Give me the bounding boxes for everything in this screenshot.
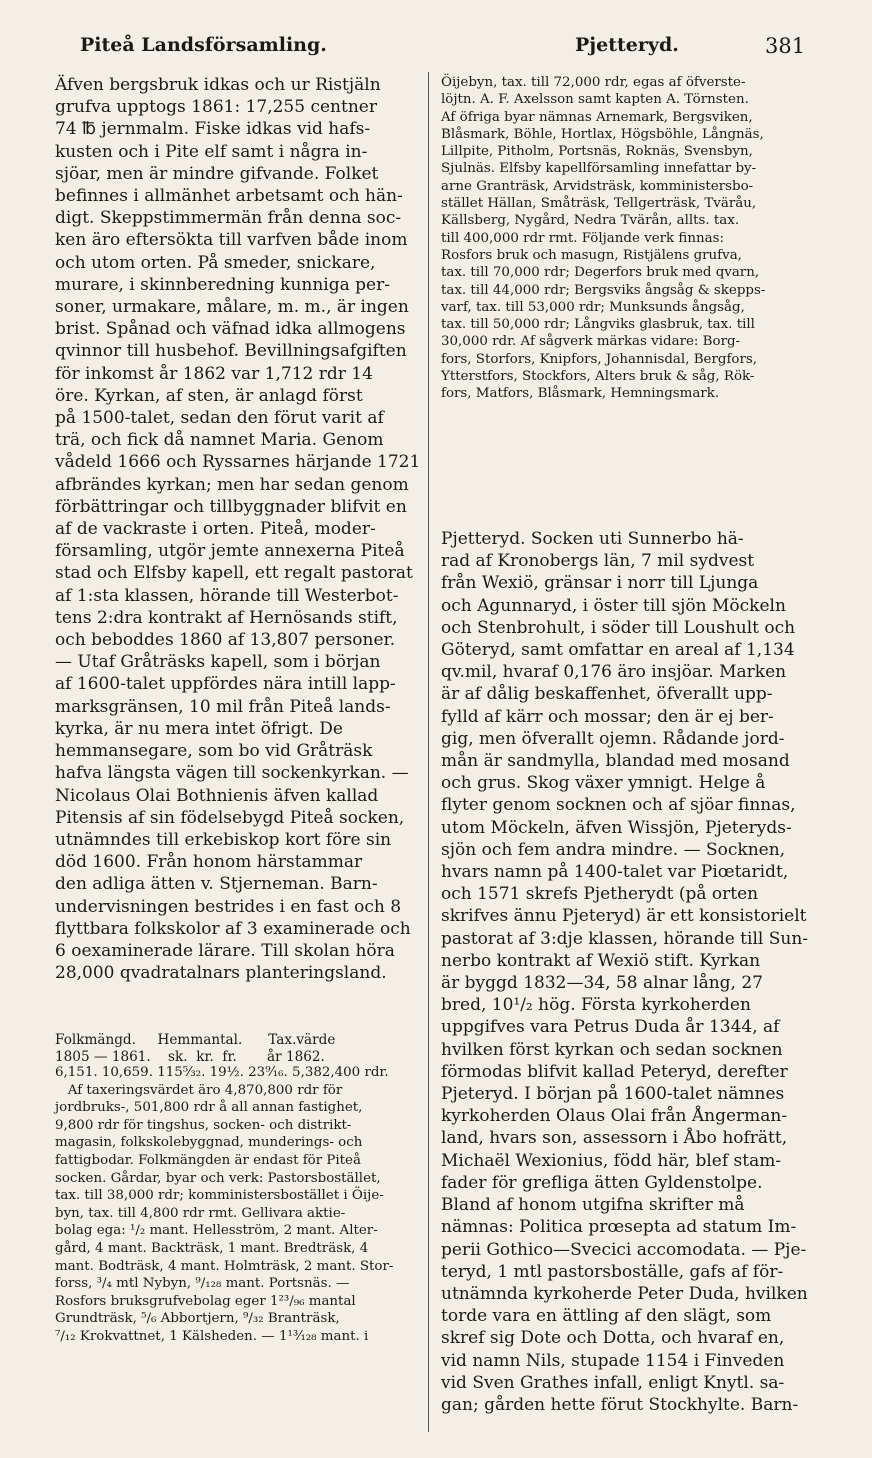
- article-line: skref sig Dote och Dotta, och hvaraf en,: [441, 1328, 785, 1349]
- article-line: Bland af honom utgifna skrifter må: [441, 1195, 745, 1216]
- article-line: Michaël Wexionius, född här, blef stam-: [441, 1150, 782, 1171]
- text-line: flyttbara folkskolor af 3 examinerade och: [55, 918, 411, 939]
- article-line: uppgifves vara Petrus Duda år 1344, af: [441, 1017, 780, 1038]
- text-line: och utom orten. På smeder, snickare,: [55, 252, 376, 273]
- stats-line: bolag ega: ¹/₂ mant. Hellesström, 2 mant. Alter-: [55, 1223, 378, 1239]
- stats-line: jordbruks-, 501,800 rdr å all annan fastighet,: [55, 1100, 363, 1116]
- stats-line: forss, ³/₄ mtl Nybyn, ⁹/₁₂₈ mant. Portsnäs. —: [55, 1276, 350, 1292]
- text-line: församling, utgör jemte annexerna Piteå: [55, 541, 405, 562]
- notes-line: Blåsmark, Böhle, Hortlax, Högsböhle, Långnäs,: [441, 126, 764, 142]
- article-line: från Wexiö, gränsar i norr till Ljunga: [441, 573, 759, 594]
- notes-line: stället Hällan, Småträsk, Tellgerträsk, Tväråu,: [441, 196, 757, 212]
- text-line: befinnes i allmänhet arbetsamt och hän-: [55, 186, 403, 207]
- statistics-header: [55, 1032, 335, 1065]
- text-line: kusten och i Pite elf samt i några in-: [55, 141, 368, 162]
- notes-line: Källsberg, Nygård, Nedra Tvärån, allts. tax.: [441, 213, 740, 229]
- article-line: qv.mil, hvaraf 0,176 äro insjöar. Marken: [441, 662, 787, 683]
- stats-header-line: 1805 — 1861. sk. kr. fr. år 1862.: [55, 1048, 325, 1065]
- notes-line: 30,000 rdr. Af sågverk märkas vidare: Borg-: [441, 334, 741, 350]
- stats-header-line: Folkmängd. Hemmantal. Tax.värde: [55, 1032, 336, 1048]
- notes-line: löjtn. A. F. Axelsson samt kapten A. Törnsten.: [441, 92, 749, 108]
- stats-line: fattigbodar. Folkmängden är endast för Piteå: [55, 1152, 361, 1168]
- article-line: utnämnda kyrkoherde Peter Duda, hvilken: [441, 1283, 808, 1304]
- article-line: skrifves ännu Pjeteryd) är ett konsistorielt: [441, 906, 807, 927]
- text-line: sjöar, men är mindre gifvande. Folket: [55, 163, 379, 184]
- notes-line: arne Granträsk, Arvidsträsk, komministersbo-: [441, 178, 754, 194]
- notes-line: varf, tax. till 53,000 rdr; Munksunds ångsåg,: [441, 299, 745, 315]
- notes-line: Sjulnäs. Elfsby kapellförsamling innefattar by-: [441, 161, 757, 177]
- statistics-text: [55, 1064, 425, 1346]
- running-header-left: Piteå Landsförsamling.: [80, 34, 327, 56]
- article-line: är af dålig beskaffenhet, öfverallt upp-: [441, 684, 773, 705]
- text-line: stad och Elfsby kapell, ett regalt pastorat: [55, 563, 413, 584]
- text-line: 6 oexaminerade lärare. Till skolan höra: [55, 940, 395, 961]
- article-line: mån är sandmylla, blandad med mosand: [441, 751, 790, 772]
- article-line: fylld af kärr och mossar; den är ej ber-: [441, 706, 774, 727]
- article-line: gig, men öfverallt ojemn. Rådande jord-: [441, 728, 785, 749]
- stats-line: socken. Gårdar, byar och verk: Pastorsbostället,: [55, 1170, 381, 1186]
- notes-line: tax. till 50,000 rdr; Långviks glasbruk, tax. till: [441, 317, 755, 333]
- article-line: sjön och fem andra mindre. — Socknen,: [441, 839, 786, 860]
- text-line: — Utaf Gråträsks kapell, som i början: [55, 652, 381, 673]
- text-line: tens 2:dra kontrakt af Hernösands stift,: [55, 607, 398, 628]
- article-line: nämnas: Politica prœsepta ad statum Im-: [441, 1217, 797, 1238]
- article-line: är byggd 1832—34, 58 alnar lång, 27: [441, 973, 763, 994]
- right-column-article: [441, 528, 833, 1416]
- right-column-notes: [441, 74, 831, 403]
- stats-line: ⁷/₁₂ Krokvattnet, 1 Kälsheden. — 1¹³⁄₁₂₈ mant. i: [55, 1328, 369, 1344]
- article-line: Pjeteryd. I början på 1600-talet nämnes: [441, 1084, 785, 1105]
- article-line: gan; gården hette förut Stockhylte. Barn-: [441, 1394, 799, 1415]
- text-line: soner, urmakare, målare, m. m., är ingen: [55, 297, 409, 318]
- article-line: land, hvars son, assessorn i Åbo hofrätt,: [441, 1128, 788, 1149]
- text-line: marksgränsen, 10 mil från Piteå lands-: [55, 696, 391, 717]
- notes-line: fors, Matfors, Blåsmark, Hemningsmark.: [441, 386, 720, 402]
- text-line: grufva upptogs 1861: 17,255 centner: [55, 97, 377, 118]
- text-line: Pitensis af sin födelsebygd Piteå socken,: [55, 807, 405, 828]
- article-line: perii Gothico—Svecici accomodata. — Pje-: [441, 1239, 807, 1260]
- article-line: vid namn Nils, stupade 1154 i Finveden: [441, 1350, 785, 1371]
- text-line: brist. Spånad och väfnad idka allmogens: [55, 319, 406, 340]
- text-line: och beboddes 1860 af 13,807 personer.: [55, 630, 396, 651]
- stats-line: magasin, folkskolebyggnad, munderings- och: [55, 1135, 363, 1151]
- article-line: och Stenbrohult, i söder till Loushult och: [441, 617, 796, 638]
- text-line: trä, och fick då namnet Maria. Genom: [55, 430, 384, 451]
- column-divider: [428, 72, 429, 1432]
- article-line: och grus. Skog växer ymnigt. Helge å: [441, 773, 766, 794]
- article-line: rad af Kronobergs län, 7 mil sydvest: [441, 551, 755, 572]
- article-line: nerbo kontrakt af Wexiö stift. Kyrkan: [441, 950, 761, 971]
- text-line: 28,000 qvadratalnars planteringsland.: [55, 963, 387, 984]
- text-line: på 1500-talet, sedan den förut varit af: [55, 408, 384, 429]
- text-line: Äfven bergsbruk idkas och ur Ristjäln: [55, 75, 381, 95]
- article-line: förmodas blifvit kallad Peteryd, derefter: [441, 1061, 788, 1082]
- article-line: torde vara en ättling af den slägt, som: [441, 1306, 772, 1327]
- text-line: Nicolaus Olai Bothnienis äfven kallad: [55, 785, 379, 806]
- stats-line: 9,800 rdr för tingshus, socken- och distrikt-: [55, 1117, 352, 1133]
- text-line: murare, i skinnberedning kunniga per-: [55, 274, 390, 295]
- notes-line: Ytterstfors, Stockfors, Alters bruk & såg, Rök-: [441, 369, 755, 385]
- stats-line: Rosfors bruksgrufvebolag eger 1²³/₉₆ mantal: [55, 1293, 356, 1309]
- stats-line: Grundträsk, ⁵/₆ Abbortjern, ⁹/₃₂ Branträsk,: [55, 1311, 340, 1327]
- page-number: 381: [765, 34, 806, 58]
- article-line: bred, 10¹/₂ hög. Första kyrkoherden: [441, 995, 751, 1016]
- article-line: Pjetteryd. Socken uti Sunnerbo hä-: [441, 529, 744, 549]
- notes-line: Lillpite, Pitholm, Portsnäs, Roknäs, Svensbyn,: [441, 144, 753, 160]
- notes-line: fors, Storfors, Knipfors, Johannisdal, Bergfors,: [441, 351, 757, 367]
- stats-line: mant. Bodträsk, 4 mant. Holmträsk, 2 mant. Stor-: [55, 1258, 394, 1274]
- left-column-text: [55, 74, 423, 984]
- text-line: af de vackraste i orten. Piteå, moder-: [55, 519, 376, 540]
- article-line: Göteryd, samt omfattar en areal af 1,134: [441, 640, 795, 661]
- text-line: öre. Kyrkan, af sten, är anlagd först: [55, 385, 363, 406]
- notes-line: till 400,000 rdr rmt. Följande verk finnas:: [441, 230, 724, 246]
- text-line: utnämndes till erkebiskop kort före sin: [55, 829, 392, 850]
- text-line: undervisningen bestrides i en fast och 8: [55, 896, 402, 917]
- stats-line: gård, 4 mant. Backträsk, 1 mant. Bredträsk, 4: [55, 1240, 369, 1256]
- notes-line: tax. till 70,000 rdr; Degerfors bruk med qvarn,: [441, 265, 760, 281]
- text-line: död 1600. Från honom härstammar: [55, 852, 363, 873]
- article-line: hvilken först kyrkan och sedan socknen: [441, 1039, 783, 1060]
- article-line: hvars namn på 1400-talet var Piœtaridt,: [441, 862, 789, 883]
- text-line: den adliga ätten v. Stjerneman. Barn-: [55, 874, 378, 895]
- text-line: vådeld 1666 och Ryssarnes härjande 1721: [55, 452, 421, 473]
- text-line: hemmansegare, som bo vid Gråträsk: [55, 741, 373, 762]
- article-line: utom Möckeln, äfven Wissjön, Pjeteryds-: [441, 817, 792, 838]
- stats-line: tax. till 38,000 rdr; komministersbostället i Öije-: [55, 1188, 384, 1204]
- notes-line: Öijebyn, tax. till 72,000 rdr, egas af öfverste-: [441, 75, 746, 90]
- text-line: 74 ℔ jernmalm. Fiske idkas vid hafs-: [55, 119, 371, 140]
- notes-line: Af öfriga byar nämnas Arnemark, Bergsviken,: [441, 109, 753, 125]
- text-line: digt. Skeppstimmermän från denna soc-: [55, 208, 402, 229]
- notes-line: tax. till 44,000 rdr; Bergsviks ångsåg & skepps-: [441, 282, 766, 298]
- article-line: flyter genom socknen och af sjöar finnas,: [441, 795, 796, 816]
- article-line: och Agunnaryd, i öster till sjön Möckeln: [441, 595, 786, 616]
- text-line: qvinnor till husbehof. Bevillningsafgiften: [55, 341, 407, 362]
- text-line: för inkomst år 1862 var 1,712 rdr 14: [55, 363, 373, 384]
- article-line: teryd, 1 mtl pastorsboställe, gafs af för-: [441, 1261, 784, 1282]
- article-line: fader för grefliga ätten Gyldenstolpe.: [441, 1172, 763, 1193]
- article-line: pastorat af 3:dje klassen, hörande till Sun-: [441, 928, 809, 949]
- stats-line: Af taxeringsvärdet äro 4,870,800 rdr för: [55, 1082, 343, 1098]
- text-line: förbättringar och tillbyggnader blifvit en: [55, 496, 407, 517]
- article-line: kyrkoherden Olaus Olai från Ångerman-: [441, 1106, 788, 1127]
- notes-line: Rosfors bruk och masugn, Ristjälens grufva,: [441, 247, 742, 263]
- text-line: kyrka, är nu mera intet öfrigt. De: [55, 718, 343, 739]
- stats-line: byn, tax. till 4,800 rdr rmt. Gellivara aktie-: [55, 1205, 346, 1221]
- article-line: vid Sven Grathes infall, enligt Knytl. sa-: [441, 1372, 785, 1393]
- text-line: ken äro eftersökta till varfven både inom: [55, 230, 408, 251]
- text-line: af 1:sta klassen, hörande till Westerbot-: [55, 585, 399, 606]
- article-line: och 1571 skrefs Pjetherydt (på orten: [441, 884, 759, 905]
- stats-line: 6,151. 10,659. 115⁵⁄₃₂. 19½. 23⁹⁄₁₆. 5,382,400 rdr.: [55, 1065, 389, 1080]
- text-line: hafva längsta vägen till sockenkyrkan. —: [55, 763, 409, 784]
- text-line: af 1600-talet uppfördes nära intill lapp-: [55, 674, 396, 695]
- running-header-right: Pjetteryd.: [575, 34, 679, 56]
- text-line: afbrändes kyrkan; men har sedan genom: [55, 474, 409, 495]
